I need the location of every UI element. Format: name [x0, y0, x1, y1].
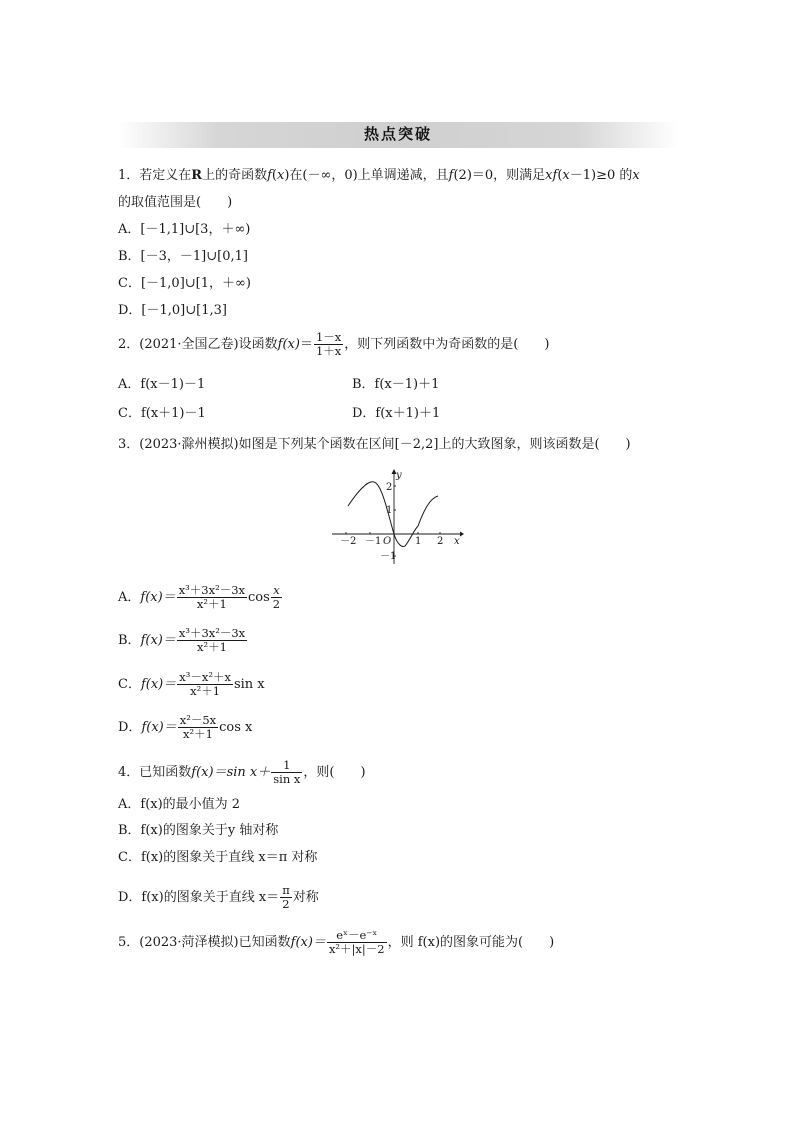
x-tick-label: 1 — [415, 536, 422, 547]
function-curve — [348, 482, 438, 547]
q4-option-b: B．f(x)的图象关于y 轴对称 — [118, 823, 279, 838]
x-axis-arrow-icon — [460, 532, 464, 537]
q4-fraction: $\frac{1}{\text{sin x}}$ — [273, 758, 301, 786]
q2-option-c: C．f(x＋1)－1 — [118, 406, 206, 421]
x-tick-label: 2 — [437, 536, 444, 547]
q1-option-a: A．[－1,1]∪[3，＋∞) — [118, 222, 251, 237]
q2-option-d: D．f(x＋1)＋1 — [352, 406, 441, 421]
q3-option-a: A．f(x)＝ $\frac{\text{x³＋3x²－3x}}{\text{x²＋1}}$ cos $\frac{x}{2}$ — [118, 583, 281, 611]
q2-option-a: A．f(x－1)－1 — [118, 377, 206, 392]
q3-b-fraction: $\frac{\text{x³＋3x²－3x}}{\text{x²＋1}}$ — [178, 626, 246, 654]
q5-fraction: $\frac{\text{eˣ－e⁻ˣ}}{\text{x²＋|x|－2}}$ — [328, 928, 385, 956]
q1-stem-line2: 的取值范围是( ) — [118, 195, 233, 210]
q3-option-b: B．f(x)＝ $\frac{\text{x³＋3x²－3x}}{\text{x²＋1}}$ — [118, 626, 246, 654]
q1-text: f — [267, 168, 272, 183]
q2-text: 2．(2021·全国乙卷)设函数 — [118, 337, 278, 352]
section-header-band — [118, 122, 678, 148]
q1-text: x — [277, 168, 285, 183]
q1-stem-line1 — [118, 167, 640, 185]
x-tick-label: －1 — [365, 536, 382, 547]
q1-text: xf — [545, 168, 558, 183]
y-tick-label: 1 — [386, 505, 393, 516]
q3-option-d: D．f(x)＝ $\frac{\text{x²－5x}}{\text{x²＋1}}$ cos x — [118, 713, 253, 741]
q1-text: (2)＝0，则满足 — [453, 168, 546, 183]
q2-option-b: B．f(x－1)＋1 — [352, 377, 440, 392]
q5-stem: 5．(2023·菏泽模拟)已知函数f(x)＝ $\frac{\text{eˣ－e⁻ˣ}}{\text{x²＋|x|－2}}$ ，则 f(x)的图象可能为( ) — [118, 928, 555, 956]
q1-text: 1．若定义在 — [118, 168, 192, 183]
x-axis-label: x — [454, 536, 460, 547]
q3-a-fraction-2: $\frac{x}{2}$ — [272, 583, 281, 611]
q4-option-a: A．f(x)的最小值为 2 — [118, 797, 241, 812]
q2-fraction: $\frac{1-x}{1+x}$ — [315, 330, 342, 358]
q1-text: R — [191, 168, 203, 183]
q3-a-fraction: $\frac{\text{x³＋3x²－3x}}{\text{x²＋1}}$ — [178, 583, 245, 611]
q1-text: －1)≥0 的 — [569, 168, 633, 183]
q4-d-fraction: $\frac{\pi}{2}$ — [282, 883, 290, 911]
q1-option-d: D．[－1,0]∪[1,3] — [118, 303, 227, 318]
q3-d-fraction: $\frac{\text{x²－5x}}{\text{x²＋1}}$ — [179, 713, 217, 741]
q2-text: ＝ — [299, 337, 313, 352]
q2-stem — [118, 331, 549, 358]
x-tick-label: －2 — [340, 536, 357, 547]
q4-option-c: C．f(x)的图象关于直线 x＝π 对称 — [118, 850, 318, 865]
q4-option-d: D．f(x)的图象关于直线 x＝ $\frac{\pi}{2}$ 对称 — [118, 883, 319, 911]
q3-stem: 3．(2023·滁州模拟)如图是下列某个函数在区间[－2,2]上的大致图象，则该函数是( ) — [118, 437, 631, 452]
y-tick-label: －1 — [380, 551, 397, 562]
origin-label: O — [383, 536, 392, 547]
q1-text: ( — [557, 168, 563, 183]
y-tick-label: 2 — [386, 482, 393, 493]
q1-option-c: C．[－1,0]∪[1，＋∞) — [118, 276, 251, 291]
q1-text: x — [562, 168, 570, 183]
q2-text: ，则下列函数中为奇函数的是( ) — [344, 337, 550, 352]
q1-text: f — [448, 168, 454, 183]
q4-stem: 4．已知函数f(x)＝sin x＋ $\frac{1}{\text{sin x}}$ ，则( ) — [118, 758, 366, 786]
q1-text: x — [632, 168, 640, 183]
q3-function-graph — [330, 466, 464, 566]
q3-c-fraction: $\frac{\text{x³－x²＋x}}{\text{x²＋1}}$ — [179, 670, 231, 698]
q2-fx: f(x) — [277, 337, 300, 352]
q3-option-c: C．f(x)＝ $\frac{\text{x³－x²＋x}}{\text{x²＋1}}$ sin x — [118, 670, 265, 698]
q1-text: 上的奇函数 — [202, 168, 268, 183]
q1-text: )在(－∞，0)上单调递减，且 — [284, 168, 449, 183]
section-title: 热点突破 — [363, 125, 432, 143]
y-axis-label: y — [396, 470, 402, 481]
q1-text: ( — [271, 168, 277, 183]
q1-option-b: B．[－3，－1]∪[0,1] — [118, 249, 248, 264]
